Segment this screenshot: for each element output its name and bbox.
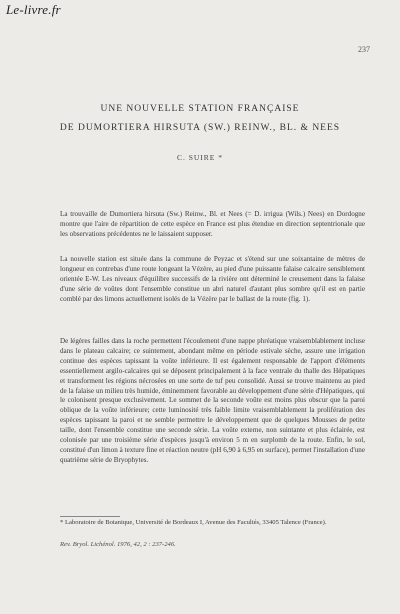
paragraph-intro: La trouvaille de Dumortiera hirsuta (Sw.) Reinw., Bl. et Nees (= D. irrigua (Wils.) Nees) en Dordogne montre que l'aire de répartition de cette espèce en France est plus étendue en direction septentrionale que les observations précédentes ne le laissaient supposer. [60, 210, 365, 238]
journal-citation: Rev. Bryol. Lichénol. 1976, 42, 2 : 237-246. [60, 541, 176, 548]
footnote-divider [60, 516, 120, 517]
paragraph-habitat: De légères failles dans la roche permettent l'écoulement d'une nappe phréatique vraisemblablement incluse dans le plateau calcaire; ce suintement, abondant même en période estivale sèche, assure une irrigation continue des espèces tapissant la voûte inférieure. Il est également responsable de l'apport d'éléments essentiellement argilo-calcaires qui se déposent principalement à la face ventrale du thalle des Hépatiques et transforment les régions nécrosées en une sorte de tuf peu consolidé. Aussi se trouve maintenu au pied de la falaise un milieu très humide, éminemment favorable au développement d'une série d'Hépatiques, qui le colonisent presque exclusivement. Le sommet de la seconde voûte est moins plus obscur que la paroi oblique de la voûte inférieure; cette luminosité très faible limite vraisemblablement la prolifération des espèces tapissant la paroi et ne semble permettre le développement que de quelques Mousses de petite taille, dont l'ensemble constitue une seconde série. La voûte externe, non suintante et plus éclairée, est colonisée par une troisième série d'espèces jusqu'à environ 5 m en surplomb de la route. Enfin, le sol, constitué d'un limon à texture fine et réaction neutre (pH 6,90 à 6,95 en surface), permet l'installation d'une quatrième série de Bryophytes. [60, 337, 365, 464]
footnote-affiliation: * Laboratoire de Botanique, Université de Bordeaux I, Avenue des Facultés, 33405 Talence (France). [60, 519, 327, 526]
author-name: C. SUIRE * [176, 153, 224, 162]
article-title-line-2: DE DUMORTIERA HIRSUTA (SW.) REINW., BL. & NEES [59, 123, 341, 133]
page-number: 237 [358, 45, 370, 54]
article-title-line-1: UNE NOUVELLE STATION FRANÇAISE [100, 104, 300, 114]
site-logo: Le-livre.fr [6, 2, 61, 17]
paragraph-station: La nouvelle station est située dans la commune de Peyzac et s'étend sur une soixantaine de mètres de longueur en contrebas d'une route longeant la Vézère, au pied d'une puissante falaise calcaire sensiblement orientée E-W. Les niveaux d'équilibre successifs de la rivière ont déterminé le creusement dans la falaise d'une série de voûtes dont l'ensemble constitue un abri naturel d'autant plus sombre qu'il est en partie comblé par des limons actuellement isolés de la Vézère par le ballast de la route (fig. 1). [60, 255, 365, 303]
